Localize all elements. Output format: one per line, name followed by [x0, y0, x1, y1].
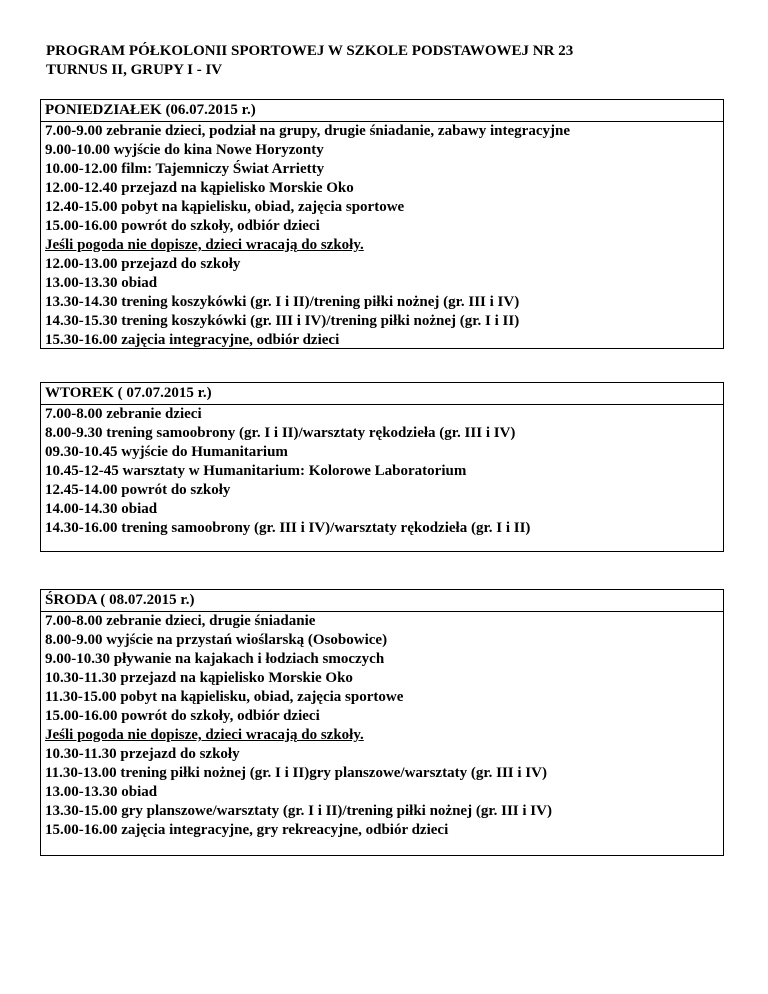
schedule-entry: 14.30-15.30 trening koszykówki (gr. III i IV)/trening piłki nożnej (gr. I i II)	[45, 313, 520, 329]
day-entries	[41, 122, 723, 350]
schedule-entry: 10.45-12-45 warsztaty w Humanitarium: Kolorowe Laboratorium	[45, 463, 467, 479]
schedule-entry: 13.30-14.30 trening koszykówki (gr. I i II)/trening piłki nożnej (gr. III i IV)	[45, 294, 520, 310]
schedule-entry: 13.30-15.00 gry planszowe/warsztaty (gr. I i II)/trening piłki nożnej (gr. III i IV)	[45, 803, 552, 819]
title-line-1: PROGRAM PÓŁKOLONII SPORTOWEJ W SZKOLE PODSTAWOWEJ NR 23	[46, 43, 574, 59]
schedule-entry: 12.00-12.40 przejazd na kąpielisko Morskie Oko	[45, 180, 354, 196]
schedule-entry: 14.00-14.30 obiad	[45, 501, 158, 517]
day-section-tuesday	[40, 382, 724, 552]
title-line-2: TURNUS II, GRUPY I - IV	[46, 62, 223, 78]
schedule-entry: 15.00-16.00 zajęcia integracyjne, gry rekreacyjne, odbiór dzieci	[45, 822, 449, 838]
schedule-entry: 9.00-10.00 wyjście do kina Nowe Horyzonty	[45, 142, 324, 158]
day-section-wednesday	[40, 589, 724, 856]
schedule-entry: 8.00-9.30 trening samoobrony (gr. I i II)/warsztaty rękodzieła (gr. III i IV)	[45, 425, 516, 441]
schedule-entry: 7.00-9.00 zebranie dzieci, podział na grupy, drugie śniadanie, zabawy integracyjne	[45, 123, 570, 139]
schedule-entry: 15.00-16.00 powrót do szkoły, odbiór dzieci	[45, 708, 320, 724]
schedule-entry: 11.30-13.00 trening piłki nożnej (gr. I i II)gry planszowe/warsztaty (gr. III i IV)	[45, 765, 547, 781]
schedule-entry: 13.00-13.30 obiad	[45, 784, 158, 800]
schedule-entry: 14.30-16.00 trening samoobrony (gr. III i IV)/warsztaty rękodzieła (gr. I i II)	[45, 520, 531, 536]
schedule-entry: 12.00-13.00 przejazd do szkoły	[45, 256, 241, 272]
schedule-entry: 11.30-15.00 pobyt na kąpielisku, obiad, zajęcia sportowe	[45, 689, 404, 705]
schedule-entry: 12.45-14.00 powrót do szkoły	[45, 482, 231, 498]
schedule-entry: 15.00-16.00 powrót do szkoły, odbiór dzieci	[45, 218, 320, 234]
schedule-entry: 09.30-10.45 wyjście do Humanitarium	[45, 444, 288, 460]
schedule-entry: 10.30-11.30 przejazd do szkoły	[45, 746, 240, 762]
schedule-entry: 8.00-9.00 wyjście na przystań wioślarską (Osobowice)	[45, 632, 388, 648]
day-entries	[41, 405, 723, 538]
schedule-entry: 10.30-11.30 przejazd na kąpielisko Morskie Oko	[45, 670, 353, 686]
schedule-entry: 7.00-8.00 zebranie dzieci, drugie śniadanie	[45, 613, 316, 629]
schedule-entry: 13.00-13.30 obiad	[45, 275, 158, 291]
weather-note: Jeśli pogoda nie dopisze, dzieci wracają do szkoły.	[45, 237, 364, 253]
schedule-entry: 10.00-12.00 film: Tajemniczy Świat Arrietty	[45, 161, 325, 177]
day-header: PONIEDZIAŁEK (06.07.2015 r.)	[41, 100, 723, 122]
schedule-entry: 7.00-8.00 zebranie dzieci	[45, 406, 202, 422]
document-title	[46, 42, 726, 80]
schedule-entry: 12.40-15.00 pobyt na kąpielisku, obiad, zajęcia sportowe	[45, 199, 405, 215]
day-section-monday	[40, 99, 724, 349]
day-header: WTOREK ( 07.07.2015 r.)	[41, 383, 723, 405]
weather-note: Jeśli pogoda nie dopisze, dzieci wracają do szkoły.	[45, 727, 364, 743]
day-header: ŚRODA ( 08.07.2015 r.)	[41, 590, 723, 612]
day-entries	[41, 612, 723, 840]
schedule-entry: 9.00-10.30 pływanie na kajakach i łodziach smoczych	[45, 651, 385, 667]
schedule-entry: 15.30-16.00 zajęcia integracyjne, odbiór dzieci	[45, 332, 340, 348]
